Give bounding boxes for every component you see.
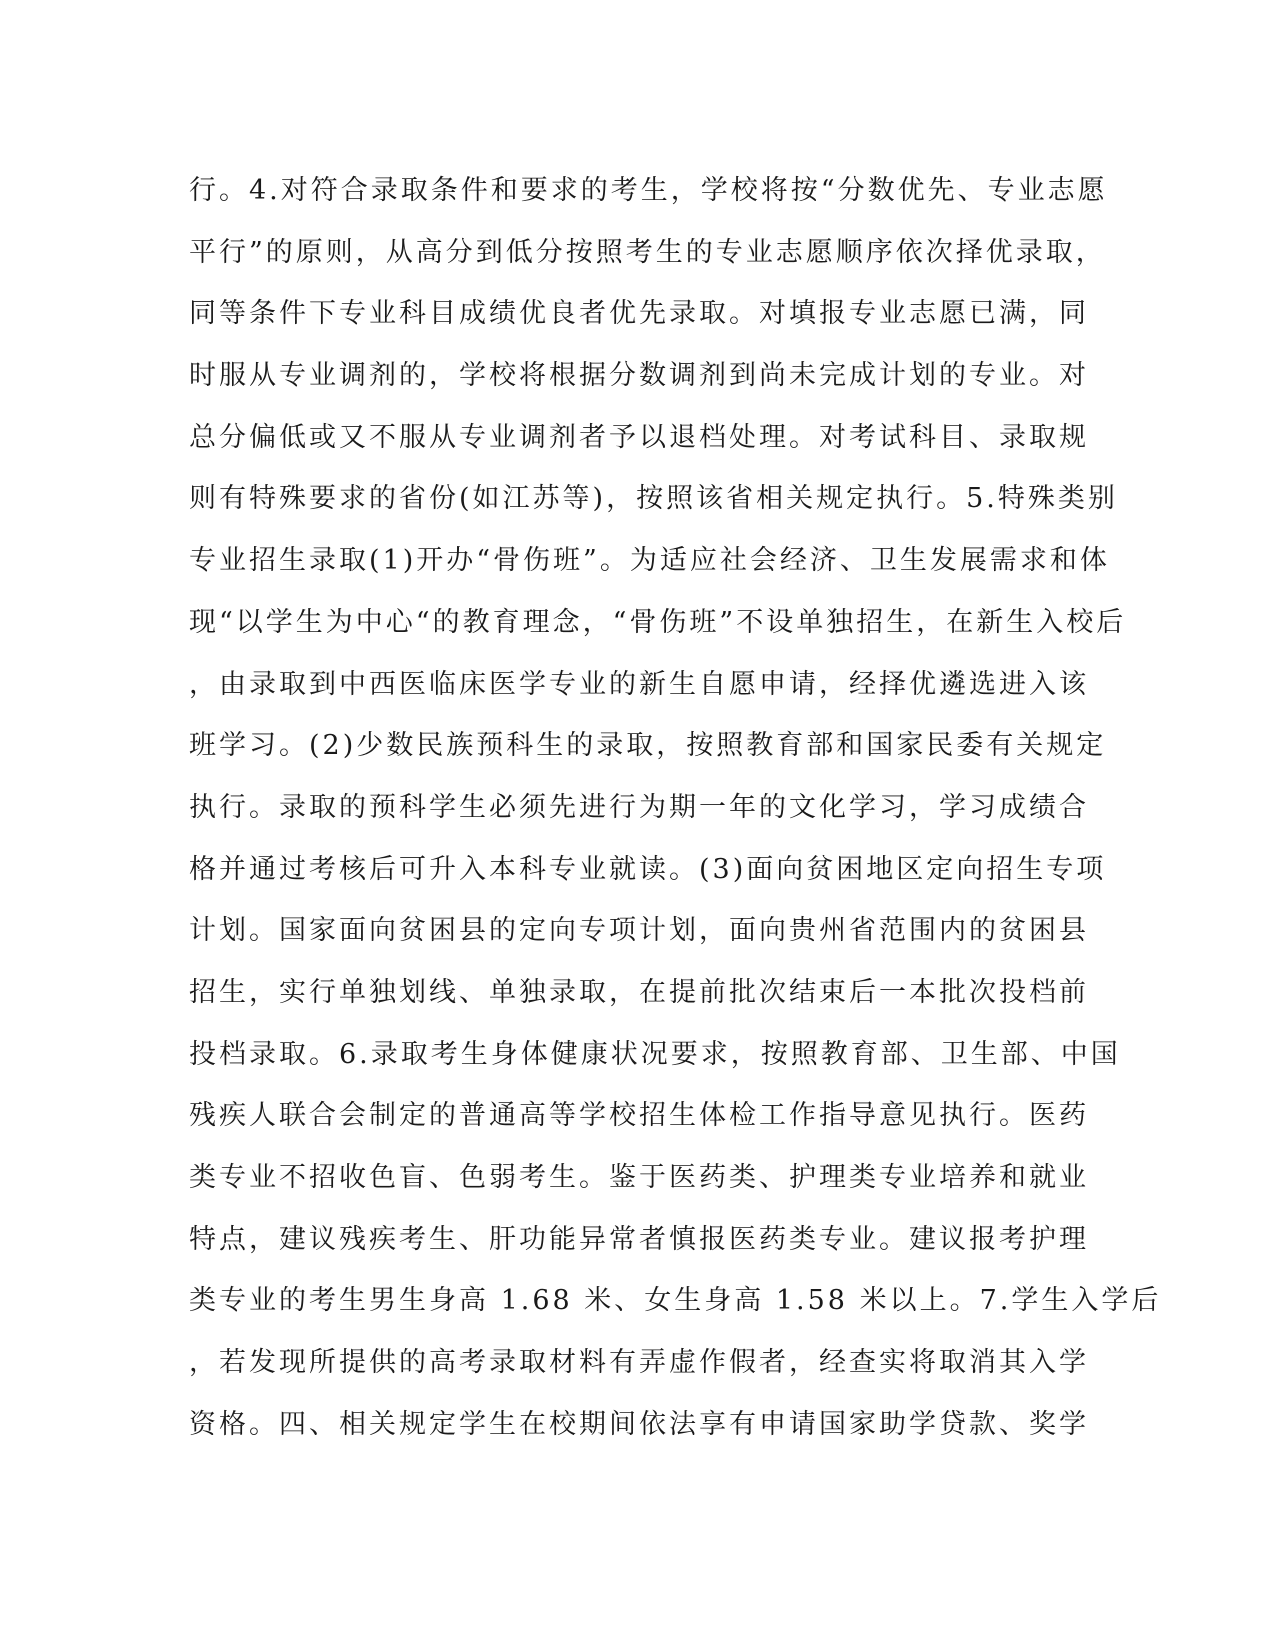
text-line: 特点，建议残疾考生、肝功能异常者慎报医药类专业。建议报考护理 <box>189 1223 1089 1255</box>
text-line: 总分偏低或又不服从专业调剂者予以退档处理。对考试科目、录取规 <box>189 421 1089 453</box>
text-line: 计划。国家面向贫困县的定向专项计划，面向贵州省范围内的贫困县 <box>189 915 1089 947</box>
text-line: ，由录取到中西医临床医学专业的新生自愿申请，经择优遴选进入该 <box>189 668 1089 700</box>
text-line: 类专业不招收色盲、色弱考生。鉴于医药类、护理类专业培养和就业 <box>189 1162 1089 1193</box>
text-line: 类专业的考生男生身高 1.68 米、女生身高 1.58 米以上。7.学生入学后 <box>189 1285 1162 1317</box>
text-line: 现“以学生为中心“的教育理念，“骨伤班”不设单独招生，在新生入校后 <box>189 606 1127 638</box>
text-line: 残疾人联合会制定的普通高等学校招生体检工作指导意见执行。医药 <box>189 1100 1089 1132</box>
text-line: ，若发现所提供的高考录取材料有弄虚作假者，经查实将取消其入学 <box>189 1347 1089 1379</box>
text-line: 执行。录取的预科学生必须先进行为期一年的文化学习，学习成绩合 <box>189 791 1089 823</box>
body-text <box>189 160 1162 1455</box>
text-line: 时服从专业调剂的，学校将根据分数调剂到尚未完成计划的专业。对 <box>189 360 1089 392</box>
text-line: 专业招生录取(1)开办“骨伤班”。为适应社会经济、卫生发展需求和体 <box>189 545 1110 577</box>
text-line: 班学习。(2)少数民族预科生的录取，按照教育部和国家民委有关规定 <box>189 730 1107 762</box>
text-line: 平行”的原则，从高分到低分按照考生的专业志愿顺序依次择优录取， <box>189 236 1106 268</box>
text-line: 资格。四、相关规定学生在校期间依法享有申请国家助学贷款、奖学 <box>189 1408 1089 1440</box>
text-line: 投档录取。6.录取考生身体健康状况要求，按照教育部、卫生部、中国 <box>189 1038 1121 1070</box>
text-line: 行。4.对符合录取条件和要求的考生，学校将按“分数优先、专业志愿 <box>189 175 1108 206</box>
text-line: 招生，实行单独划线、单独录取，在提前批次结束后一本批次投档前 <box>189 976 1089 1008</box>
text-line: 同等条件下专业科目成绩优良者优先录取。对填报专业志愿已满，同 <box>189 298 1089 330</box>
text-line: 格并通过考核后可升入本科专业就读。(3)面向贫困地区定向招生专项 <box>189 853 1107 885</box>
text-line: 则有特殊要求的省份(如江苏等)，按照该省相关规定执行。5.特殊类别 <box>189 483 1118 515</box>
